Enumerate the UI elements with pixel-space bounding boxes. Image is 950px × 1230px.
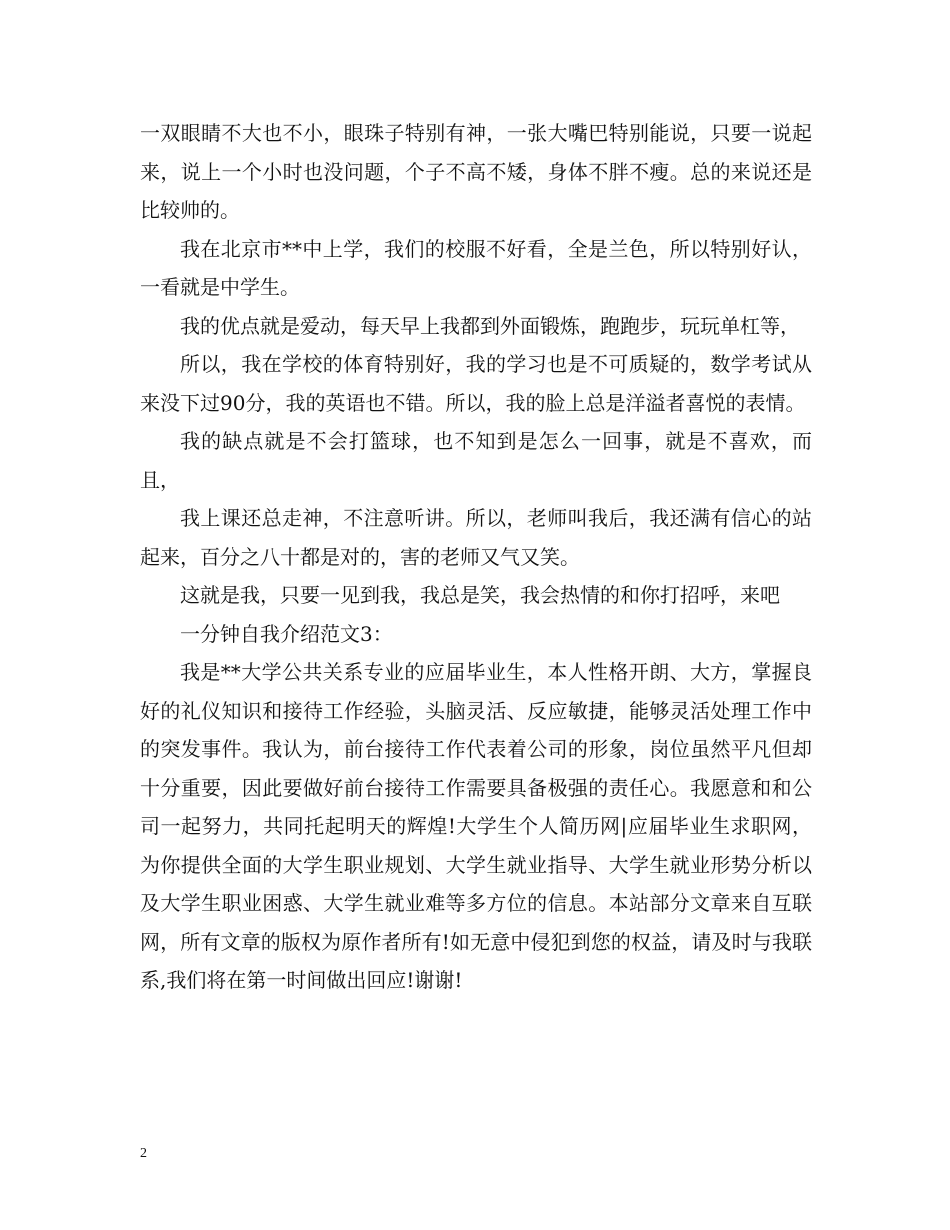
- paragraph-6: 我上课还总走神，不注意听讲。所以，老师叫我后，我还满有信心的站起来，百分之八十都是对的，害的老师又气又笑。: [140, 506, 812, 569]
- paragraph-3: 我的优点就是爱动，每天早上我都到外面锻炼，跑跑步，玩玩单杠等，: [180, 313, 800, 338]
- document-body: [140, 114, 812, 1000]
- paragraph-5: 我的缺点就是不会打篮球，也不知到是怎么一回事，就是不喜欢，而且，: [140, 429, 812, 492]
- page-number: 2: [140, 1146, 147, 1161]
- paragraph-8: 我是**大学公共关系专业的应届毕业生，本人性格开朗、大方，掌握良好的礼仪知识和接待工作经验，头脑灵活、反应敏捷，能够灵活处理工作中的突发事件。我认为，前台接待工作代表着公司的形象，岗位虽然平凡但却十分重要，因此要做好前台接待工作需要具备极强的责任心。我愿意和和公司一起努力，共同托起明天的辉煌!大学生个人简历网|应届毕业生求职网，为你提供全面的大学生职业规划、大学生就业指导、大学生就业形势分析以及大学生职业困惑、大学生就业难等多方位的信息。本站部分文章来自互联网，所有文章的版权为原作者所有!如无意中侵犯到您的权益，请及时与我联系,我们将在第一时间做出回应!谢谢!: [140, 660, 812, 992]
- paragraph-1: 一双眼睛不大也不小，眼珠子特别有神，一张大嘴巴特别能说，只要一说起来，说上一个小时也没问题，个子不高不矮，身体不胖不瘦。总的来说还是比较帅的。: [140, 121, 812, 222]
- paragraph-7: 这就是我，只要一见到我，我总是笑，我会热情的和你打招呼，来吧: [180, 583, 780, 607]
- paragraph-4: 所以，我在学校的体育特别好，我的学习也是不可质疑的，数学考试从来没下过90分，我的英语也不错。所以，我的脸上总是洋溢者喜悦的表情。: [140, 352, 812, 415]
- paragraph-2: 我在北京市**中上学，我们的校服不好看，全是兰色，所以特别好认，一看就是中学生。: [140, 236, 812, 299]
- section-heading: 一分钟自我介绍范文3：: [180, 621, 393, 646]
